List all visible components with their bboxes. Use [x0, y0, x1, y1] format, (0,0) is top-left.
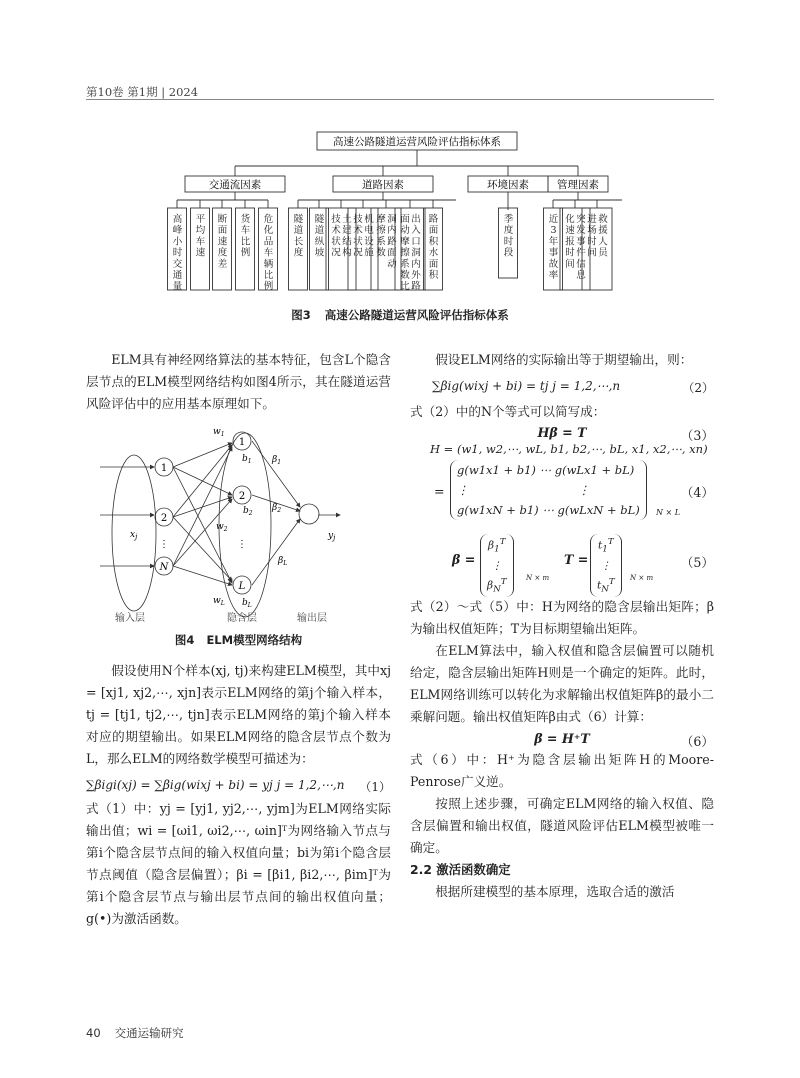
indicator-label: 擦	[376, 225, 386, 237]
paragraph: 假设ELM网络的实际输出等于期望输出，则：	[435, 352, 693, 367]
indicator-label: 例	[263, 281, 274, 293]
indicator-label: 度	[503, 225, 514, 237]
indicator-label: 信	[576, 258, 586, 270]
indicator-label: 技	[331, 214, 341, 225]
indicator-label: 场	[587, 225, 597, 237]
indicator-label: 施	[364, 247, 374, 259]
indicator-label: 积	[428, 270, 439, 281]
indicator-label: 面	[217, 225, 228, 237]
input-layer-label: 输入层	[115, 613, 145, 624]
indicator-label: 内	[411, 258, 421, 270]
indicator-label: 量	[172, 281, 183, 293]
equation-2: ∑βig(wixj + bi) = tj j = 1,2,⋯,n （2）	[432, 379, 714, 395]
left-column-top	[86, 349, 391, 415]
indicator-label: 况	[353, 247, 363, 259]
section-heading: 2.2 激活函数确定	[410, 862, 511, 877]
indicator-label: 电	[364, 225, 374, 237]
indicator-label: 内	[387, 225, 397, 237]
indicator-label: 件	[576, 247, 586, 259]
svg-text:wL: $w_L$	[213, 596, 225, 607]
indicator-label: 差	[217, 258, 228, 270]
indicator-label: 动	[387, 258, 397, 270]
indicator-label: 危	[263, 214, 274, 225]
indicator-label: 事	[548, 247, 559, 259]
indicator-label: 度	[217, 247, 228, 259]
indicator-label: 术	[353, 225, 363, 237]
indicator-label: 坡	[314, 247, 325, 259]
indicator-label: 小	[172, 236, 183, 248]
svg-text:βL: $\beta_L$	[278, 556, 288, 567]
paragraph: 式（6）中：H⁺为隐含层输出矩阵H的Moore-Penrose广义逆。	[410, 752, 714, 789]
paragraph: 根据所建模型的基本原理，选取合适的激活	[435, 884, 675, 899]
indicator-label: 救	[598, 214, 608, 225]
indicator-label: 车	[195, 236, 206, 248]
indicator-label: 洞	[411, 247, 421, 259]
indicator-label: 息	[576, 270, 586, 281]
indicator-label: 发	[576, 225, 586, 237]
indicator-label: 技	[353, 214, 363, 225]
root-label: 高速公路隧道运营风险评估指标体系	[333, 136, 501, 148]
indicator-label: 水	[428, 247, 439, 259]
indicator-label: 建	[342, 225, 352, 237]
indicator-label: 断	[217, 214, 228, 225]
indicator-label: 道	[293, 225, 304, 237]
indicator-label: 时	[172, 247, 183, 259]
svg-text:β1: $\beta_1$	[272, 455, 282, 466]
indicator-label: 近	[548, 214, 559, 225]
indicator-label: 均	[195, 225, 206, 237]
indicator-label: 例	[240, 247, 251, 259]
paragraph: 式（1）中：yj = [yj1, yj2,⋯, yjm]为ELM网络实际输出值；wi = [ωi1, ωi2,⋯, ωin]ᵀ为网络输入节点与第i个隐含层节点间的输入权值向量；bi为第i个隐含层节点阈值（隐含层偏置）；βi = [βi1, βi2,⋯, βim]ᵀ为第i个隐含层节点与输出层节点间的输出权值向量；g(•)为激活函数。	[86, 801, 391, 926]
indicator-label: 车	[263, 247, 274, 259]
paragraph: 式（2）中的N个等式可以简写成：	[410, 404, 606, 419]
indicator-label: 度	[293, 247, 304, 259]
output-layer-label: 输出层	[297, 613, 327, 624]
group-label-env: 环境因素	[487, 179, 529, 191]
paragraph: 假设使用N个样本(xj, tj)来构建ELM模型，其中xj = [xj1, xj2,⋯, xjn]表示ELM网络的第j个输入样本，tj = [tj1, tj2,⋯, tjn]表示ELM网络的第j个输入样本对应的期望输出。如果ELM网络的隐含层节点个数为L，那么ELM的网络数学模型可描述为：	[86, 663, 391, 766]
indicator-label: 术	[331, 225, 341, 237]
indicator-label: 突	[576, 214, 586, 225]
svg-text:b2: $b_2$	[243, 506, 253, 517]
indicator-label: 比	[263, 270, 274, 281]
indicator-label: 面	[400, 214, 410, 225]
indicator-label: 峰	[172, 225, 183, 237]
indicator-label: 纵	[314, 236, 325, 248]
svg-text:1: 1	[238, 437, 246, 448]
indicator-label: 面	[387, 247, 397, 259]
indicator-label: 面	[428, 258, 439, 270]
svg-text:N: N	[159, 562, 169, 573]
indicator-label: 时	[503, 236, 514, 248]
svg-text:1: 1	[160, 463, 168, 474]
indicator-label: 季	[503, 214, 514, 225]
indicator-label: 交	[172, 258, 183, 270]
indicator-label: 事	[576, 236, 586, 248]
equation-3: Hβ = T （3）	[537, 425, 714, 443]
indicator-label: 速	[565, 225, 575, 237]
indicator-label: 品	[263, 236, 274, 248]
group-label-traffic: 交通流因素	[208, 179, 262, 191]
indicator-label: 3	[550, 225, 557, 237]
indicator-label: 员	[598, 247, 608, 259]
indicator-label: 路	[387, 236, 397, 248]
paragraph: 式（2）～式（5）中：H为网络的隐含层输出矩阵；β为输出权值矩阵；T为目标期望输出矩阵。	[410, 599, 714, 636]
paragraph: 按照上述步骤，可确定ELM网络的输入权值、隐含层偏置和输出权值，隧道风险评估ELM模型被唯一确定。	[410, 796, 714, 855]
svg-text:w2: $w_2$	[216, 522, 228, 533]
svg-text:⋮: ⋮	[159, 539, 169, 550]
output-node	[299, 504, 319, 524]
indicator-label: 援	[598, 225, 608, 237]
indicator-label: 出	[411, 214, 421, 225]
indicator-label: 摩	[400, 236, 410, 248]
equation-5: β = $\beta_1^T$ ⋮ $\beta_N^T$ N × m T = $t_1^T$ ⋮ $t_N^T$ N × m （5）	[434, 534, 714, 586]
running-header: 第10卷 第1期 | 2024	[86, 85, 199, 99]
svg-text:β2: $\beta_2$	[272, 503, 282, 514]
indicator-label: 外	[411, 270, 421, 281]
indicator-label: 设	[364, 236, 374, 248]
indicator-label: 故	[548, 258, 559, 270]
paragraph: ELM具有神经网络算法的基本特征，包含L个隐含层节点的ELM模型网络结构如图4所示，其在隧道运营风险评估中的应用基本原理如下。	[86, 352, 391, 411]
svg-text:⋮: ⋮	[237, 539, 247, 550]
indicator-label: 状	[353, 236, 363, 248]
indicator-label: 高	[172, 214, 183, 225]
indicator-label: 数	[376, 247, 386, 259]
indicator-label: 擦	[400, 247, 410, 259]
svg-text:b1: $b_1$	[242, 454, 252, 465]
page-footer: 40 交通运输研究	[86, 1026, 184, 1040]
equation-1: ∑βigi(xj) = ∑βig(wixj + bi) = yj j = 1,2,⋯,n （1）	[86, 778, 391, 794]
indicator-label: 况	[331, 247, 341, 259]
indicator-label: 结	[342, 236, 352, 248]
right-column	[410, 349, 714, 903]
indicator-label: 状	[331, 236, 341, 248]
indicator-label: 数	[400, 270, 410, 281]
indicator-label: 比	[240, 236, 251, 248]
left-column-bottom	[86, 660, 391, 930]
indicator-label: 化	[263, 225, 274, 237]
svg-text:L: L	[238, 581, 246, 592]
indicator-label: 比	[400, 281, 410, 293]
indicator-label: 构	[342, 247, 352, 259]
header-rule	[86, 99, 714, 100]
indicator-label: 报	[565, 236, 575, 248]
indicator-label: 面	[428, 225, 439, 237]
indicator-label: 货	[240, 214, 251, 225]
indicator-label: 动	[400, 225, 410, 237]
equation-6: β = H⁺T （6）	[534, 731, 714, 749]
group-label-mgmt: 管理因素	[557, 179, 599, 191]
figure4-diagram	[100, 425, 390, 625]
svg-text:bL: $b_L$	[242, 598, 252, 609]
indicator-label: 洞	[387, 214, 397, 225]
indicator-label: 人	[598, 236, 608, 248]
indicator-label: 时	[565, 247, 575, 259]
indicator-label: 机	[364, 214, 374, 225]
indicator-label: 入	[411, 225, 421, 237]
indicator-label: 长	[293, 236, 304, 248]
indicator-label: 道	[314, 225, 325, 237]
indicator-label: 速	[195, 247, 206, 259]
indicator-label: 率	[548, 270, 559, 281]
indicator-label: 间	[565, 258, 575, 270]
indicator-label: 隧	[293, 214, 304, 225]
indicator-label: 时	[587, 236, 597, 248]
indicator-label: 路	[428, 214, 439, 225]
indicator-label: 路	[411, 281, 421, 293]
group-label-road: 道路因素	[362, 179, 404, 191]
hidden-layer-label: 隐含层	[227, 613, 257, 624]
indicator-label: 车	[240, 225, 251, 237]
yj-label: $y_j$	[328, 531, 336, 542]
xj-label: $x_j$	[130, 530, 138, 541]
svg-text:2: 2	[238, 491, 246, 502]
indicator-label: 段	[503, 247, 514, 259]
indicator-label: 积	[428, 236, 439, 248]
indicator-label: 土	[342, 214, 352, 225]
indicator-label: 进	[587, 214, 597, 225]
equation-4: = g(w1x1 + b1) ⋯ g(wLx1 + bL) ⋮ ⋮ g(w1xN + b1) ⋯ g(wLxN + bL) N × L （4）	[434, 460, 714, 524]
indicator-label: 年	[548, 236, 559, 248]
indicator-label: 隧	[314, 214, 325, 225]
svg-text:w1: $w_1$	[213, 427, 225, 438]
svg-text:2: 2	[160, 513, 168, 524]
indicator-label: 系	[400, 258, 410, 270]
figure3-caption: 图3 高速公路隧道运营风险评估指标体系	[291, 308, 509, 322]
indicator-label: 化	[565, 214, 575, 225]
indicator-label: 系	[376, 236, 386, 248]
indicator-label: 口	[411, 236, 421, 248]
indicator-label: 间	[587, 247, 597, 259]
indicator-label: 平	[195, 214, 206, 225]
figure3-diagram	[160, 130, 640, 300]
indicator-label: 辆	[263, 258, 274, 270]
indicator-label: 速	[217, 236, 228, 248]
indicator-label: 通	[172, 270, 183, 281]
indicator-label: 摩	[376, 214, 386, 225]
figure4-caption: 图4 ELM模型网络结构	[174, 633, 303, 647]
paragraph: 在ELM算法中，输入权值和隐含层偏置可以随机给定，隐含层输出矩阵H则是一个确定的矩阵。此时，ELM网络训练可以转化为求解输出权值矩阵β的最小二乘解问题。输出权值矩阵β由式（6）计算：	[410, 643, 714, 724]
equation-4a: H = (w1, w2,⋯, wL, b1, b2,⋯, bL, x1, x2,⋯, xn)	[430, 442, 708, 456]
